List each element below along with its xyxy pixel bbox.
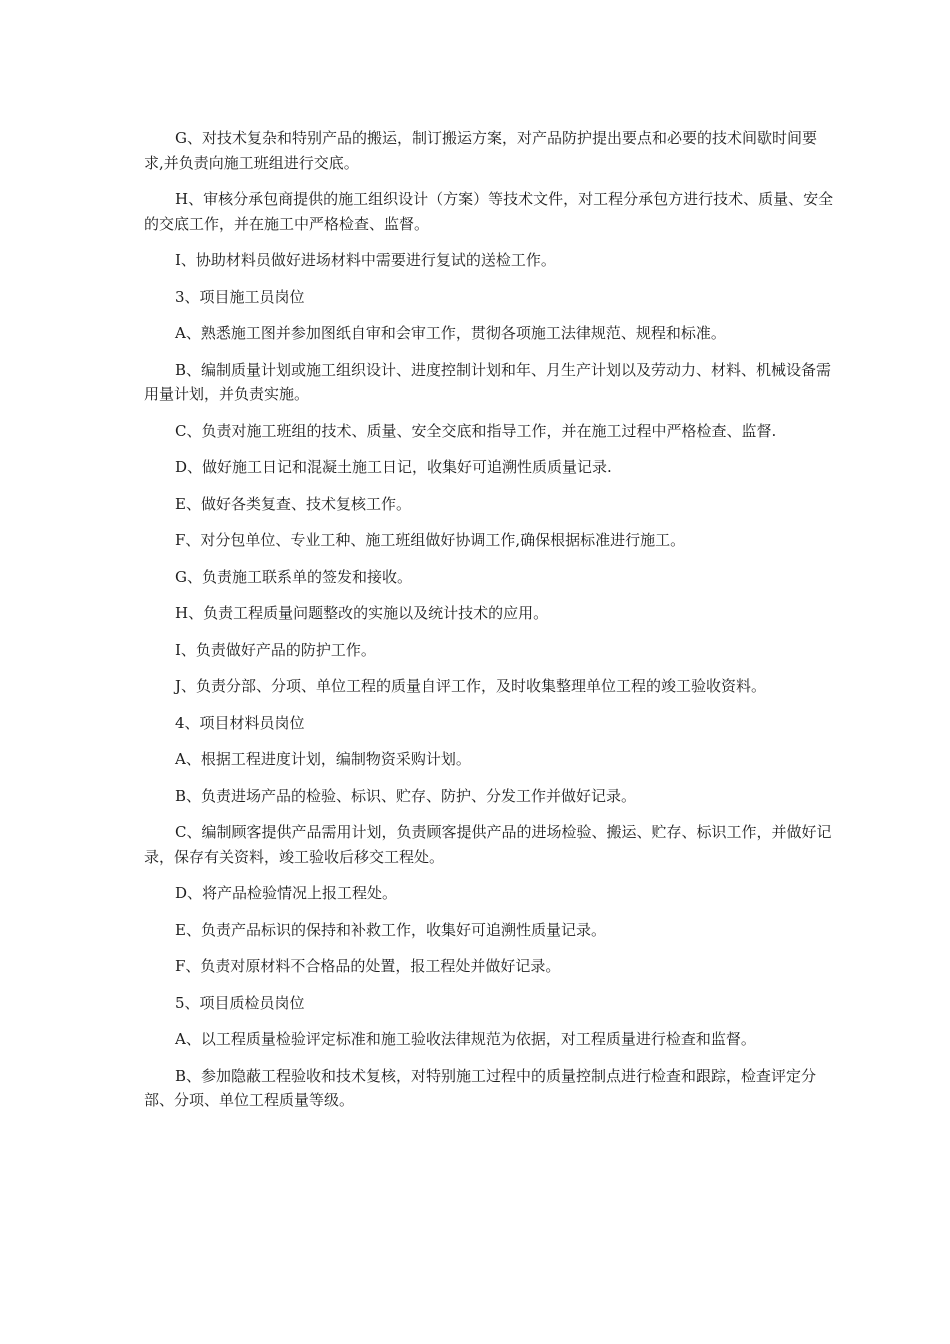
paragraph-e-rechecks: E、做好各类复查、技术复核工作。: [175, 494, 411, 513]
paragraph-a-drawings: A、熟悉施工图并参加图纸自审和会审工作，贯彻各项施工法律规范、规程和标准。: [175, 324, 726, 342]
paragraph-i-product-protection: I、负责做好产品的防护工作。: [175, 640, 376, 659]
paragraph-h-subcontract-review: H、审核分承包商提供的施工组织设计（方案）等技术文件，对工程分承包方进行技术、质量、安全的交底工作，并在施工中严格检查、监督。: [144, 190, 834, 233]
paragraph-e-identification: E、负责产品标识的保持和补救工作，收集好可追溯性质量记录。: [175, 920, 606, 939]
paragraph-a-procurement-plan: A、根据工程进度计划，编制物资采购计划。: [175, 750, 471, 768]
section-heading-materials-officer: 4、项目材料员岗位: [175, 713, 305, 732]
paragraph-g-contact-forms: G、负责施工联系单的签发和接收。: [175, 567, 412, 586]
paragraph-a-inspection-standards: A、以工程质量检验评定标准和施工验收法律规范为依据，对工程质量进行检查和监督。: [175, 1030, 756, 1048]
paragraph-c-team-briefing: C、负责对施工班组的技术、质量、安全交底和指导工作，并在施工过程中严格检查、监督.: [175, 421, 777, 440]
paragraph-i-material-retest: I、协助材料员做好进场材料中需要进行复试的送检工作。: [175, 251, 556, 269]
paragraph-h-quality-issues: H、负责工程质量问题整改的实施以及统计技术的应用。: [175, 604, 549, 622]
paragraph-c-customer-supplied: C、编制顾客提供产品需用计划，负责顾客提供产品的进场检验、搬运、贮存、标识工作，并做好记录，保存有关资料，竣工验收后移交工程处。: [144, 823, 832, 866]
document-body: [144, 126, 834, 1125]
section-heading-construction-officer: 3、项目施工员岗位: [175, 287, 305, 306]
paragraph-f-nonconforming: F、负责对原材料不合格品的处置，报工程处并做好记录。: [175, 957, 561, 975]
section-heading-quality-inspector: 5、项目质检员岗位: [175, 993, 305, 1012]
paragraph-d-construction-log: D、做好施工日记和混凝土施工日记，收集好可追溯性质质量记录.: [175, 458, 612, 476]
paragraph-d-inspection-report: D、将产品检验情况上报工程处。: [175, 884, 398, 902]
paragraph-g-handling: G、对技术复杂和特别产品的搬运，制订搬运方案，对产品防护提出要点和必要的技术间歇时间要求,并负责向施工班组进行交底。: [144, 129, 817, 172]
paragraph-b-hidden-works: B、参加隐蔽工程验收和技术复核，对特别施工过程中的质量控制点进行检查和跟踪，检查评定分部、分项、单位工程质量等级。: [144, 1066, 817, 1109]
paragraph-j-self-assessment: J、负责分部、分项、单位工程的质量自评工作，及时收集整理单位工程的竣工验收资料。: [175, 677, 767, 695]
paragraph-b-quality-plan: B、编制质量计划或施工组织设计、进度控制计划和年、月生产计划以及劳动力、材料、机械设备需用量计划，并负责实施。: [144, 360, 832, 403]
paragraph-f-coordination: F、对分包单位、专业工种、施工班组做好协调工作,确保根据标准进行施工。: [175, 531, 686, 549]
paragraph-b-incoming-products: B、负责进场产品的检验、标识、贮存、防护、分发工作并做好记录。: [175, 786, 637, 805]
